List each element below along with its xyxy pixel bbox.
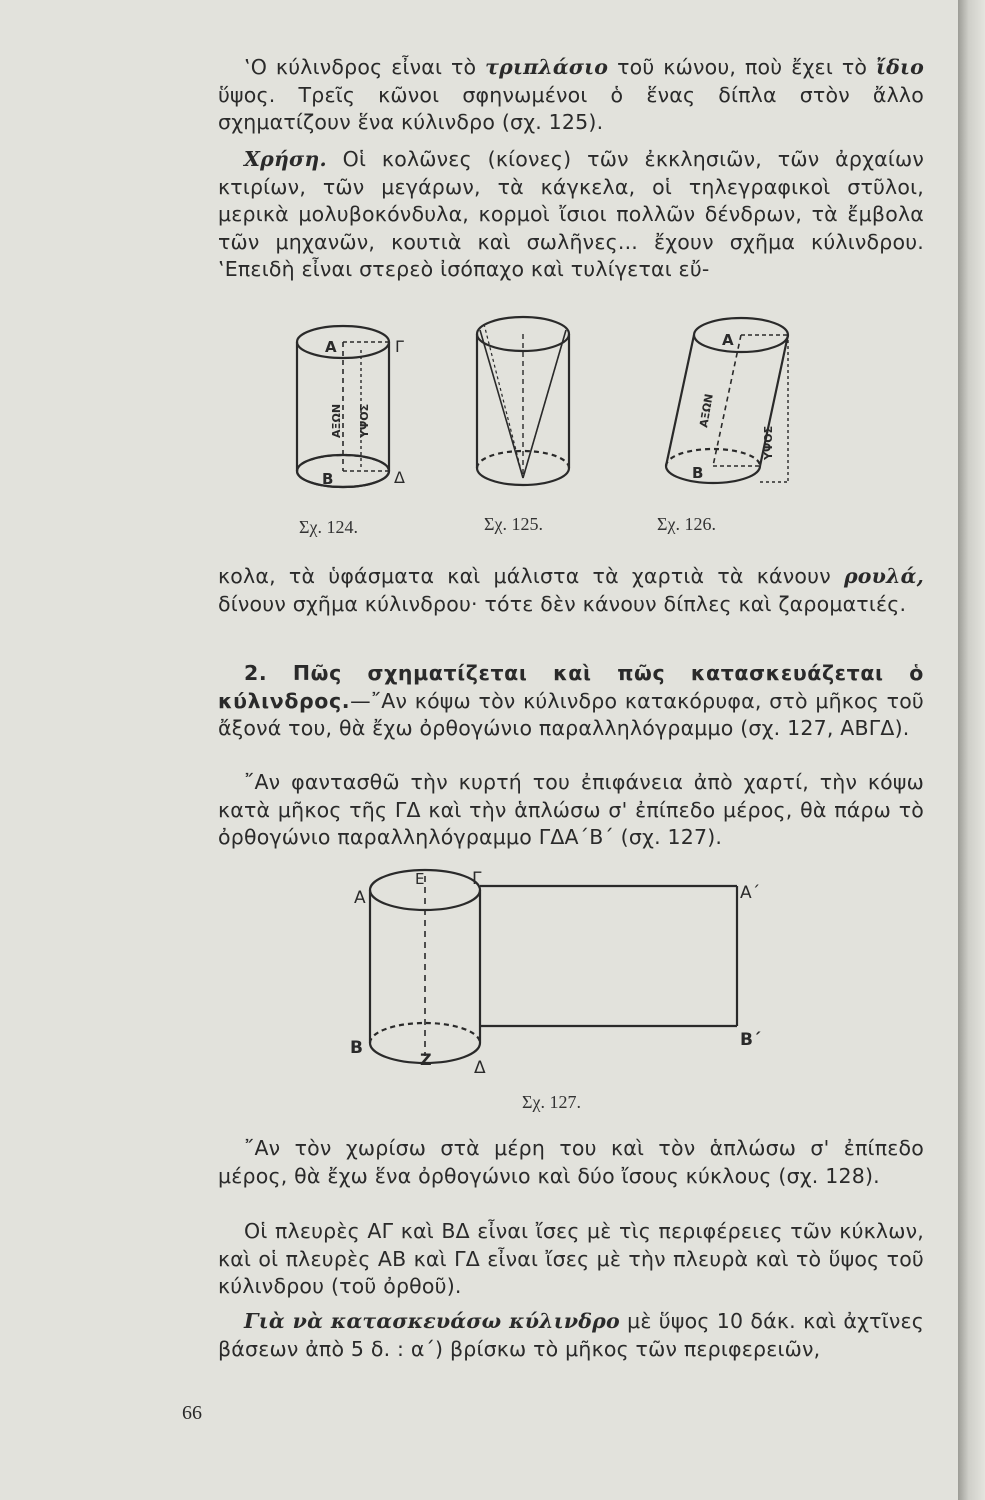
fig127-label-g: Γ <box>472 869 482 889</box>
fig127-label-e: Ε <box>415 870 425 888</box>
paragraph-construct: Γιὰ νὰ κατασκευάσω κύλινδρο μὲ ὕψος 10 δάκ. καὶ ἀχτῖνες βάσεων ἀπὸ 5 δ. : α΄) βρίσκω τὸ μῆκος τῶν περιφερειῶν, <box>218 1309 924 1361</box>
paragraph-sides: Οἱ πλευρὲς ΑΓ καὶ ΒΔ εἶναι ἴσες μὲ τὶς περιφέρειες τῶν κύκλων, καὶ οἱ πλευρὲς ΑΒ καὶ ΓΔ εἶναι ἴσες μὲ τὴν πλευρὰ καὶ τὸ ὕψος τοῦ κύλινδρου (τοῦ ὀρθοῦ). <box>218 1219 924 1298</box>
fig124-label-a: Α <box>325 338 337 356</box>
paragraph-use: Χρήση. Οἱ κολῶνες (κίονες) τῶν ἐκκλησιῶν, τῶν ἀρχαίων κτιρίων, τῶν μεγάρων, τὰ κάγκελα, οἱ τηλεγραφικοὶ στῦλοι, μερικὰ μολυβοκόνδυλα, κορμοὶ ἴσιοι πολλῶν δένδρων, τὰ ἔμβολα τῶν μηχανῶν, κουτιὰ καὶ σωλῆνες... ἔχουν σχῆμα κύλινδρου. ‛Επειδὴ εἶναι στερεὸ ἰσόπαχο καὶ τυλίγεται εὔ- <box>218 147 924 281</box>
fig124-axis-label: ΑΞΩΝ <box>330 403 343 438</box>
paragraph-separate: ῎Αν τὸν χωρίσω στὰ μέρη του καὶ τὸν ἁπλώσω σ' ἐπίπεδο μέρος, θὰ ἔχω ἕνα ὀρθογώνιο καὶ δύο ἴσους κύκλους (σχ. 128). <box>218 1136 924 1188</box>
caption-fig-125: Σχ. 125. <box>484 514 543 534</box>
construct-heading: Γιὰ νὰ κατασκευάσω κύλινδρο <box>244 1309 620 1333</box>
figure-124-cylinder <box>297 326 389 487</box>
page-edge <box>958 0 985 1500</box>
figure-127-development <box>340 860 780 1080</box>
page-number: 66 <box>182 1402 202 1424</box>
fig124-label-d: Δ <box>394 468 405 487</box>
emph-rolls: ρουλά, <box>843 564 924 588</box>
fig126-label-b: Β <box>692 464 704 482</box>
paragraph-cylinder-triple: ‛Ο κύλινδρος εἶναι τὸ τριπλάσιο τοῦ κώνου, ποὺ ἔχει τὸ ἴδιο ὕψος. Τρεῖς κῶνοι σφηνωμένοι ὁ ἕνας δίπλα στὸν ἄλλο σχηματίζουν ἕνα κύλινδρο (σχ. 125). <box>218 55 924 134</box>
emph-same: ἴδιο <box>876 55 924 79</box>
fig126-height-label: ΥΨΟΣ <box>762 425 775 460</box>
fig126-label-a: Α <box>722 331 734 349</box>
figure-125-cones <box>477 317 569 485</box>
fig127-label-a-prime: Α΄ <box>740 883 761 903</box>
use-heading: Χρήση. <box>244 147 327 171</box>
paragraph-unroll: ῎Αν φαντασθῶ τὴν κυρτή του ἐπιφάνεια ἀπὸ χαρτί, τὴν κόψω κατὰ μῆκος τῆς ΓΔ καὶ τὴν ἁπλώσω σ' ἐπίπεδο μέρος, θὰ πάρω τὸ ὀρθογώνιο παραλληλόγραμμο ΓΔΑ΄Β΄ (σχ. 127). <box>218 770 924 849</box>
fig126-axis-label: ΑΞΩΝ <box>697 392 716 429</box>
fig124-label-b: Β <box>322 470 334 488</box>
fig127-label-a: Α <box>354 888 366 908</box>
fig124-height-label: ΥΨΟΣ <box>358 403 371 438</box>
fig127-label-z: Ζ <box>420 1050 432 1069</box>
section-2-heading: 2. Πῶς σχηματίζεται καὶ πῶς κατασκευάζεται ὁ κύλινδρος. <box>218 661 924 713</box>
fig127-label-b-prime: Β΄ <box>740 1030 761 1050</box>
section-2: 2. Πῶς σχηματίζεται καὶ πῶς κατασκευάζεται ὁ κύλινδρος.—῎Αν κόψω τὸν κύλινδρο κατακόρυφα, στὸ μῆκος τοῦ ἄξονά του, θὰ ἔχω ὀρθογώνιο παραλληλόγραμμο (σχ. 127, ΑΒΓΔ). <box>218 661 924 740</box>
emph-triple: τριπλάσιο <box>485 55 609 79</box>
caption-fig-126: Σχ. 126. <box>657 514 716 534</box>
fig127-label-b: Β <box>350 1038 363 1058</box>
caption-fig-124: Σχ. 124. <box>299 517 358 537</box>
paragraph-rolls: κολα, τὰ ὑφάσματα καὶ μάλιστα τὰ χαρτιὰ τὰ κάνουν ρουλά, δίνουν σχῆμα κύλινδρου· τότε δὲν κάνουν δίπλες καὶ ζαροματιές. <box>218 564 924 616</box>
fig124-label-g: Γ <box>395 337 404 356</box>
fig127-label-d: Δ <box>474 1058 486 1078</box>
caption-fig-127: Σχ. 127. <box>522 1092 581 1112</box>
figures-124-126 <box>270 300 810 545</box>
